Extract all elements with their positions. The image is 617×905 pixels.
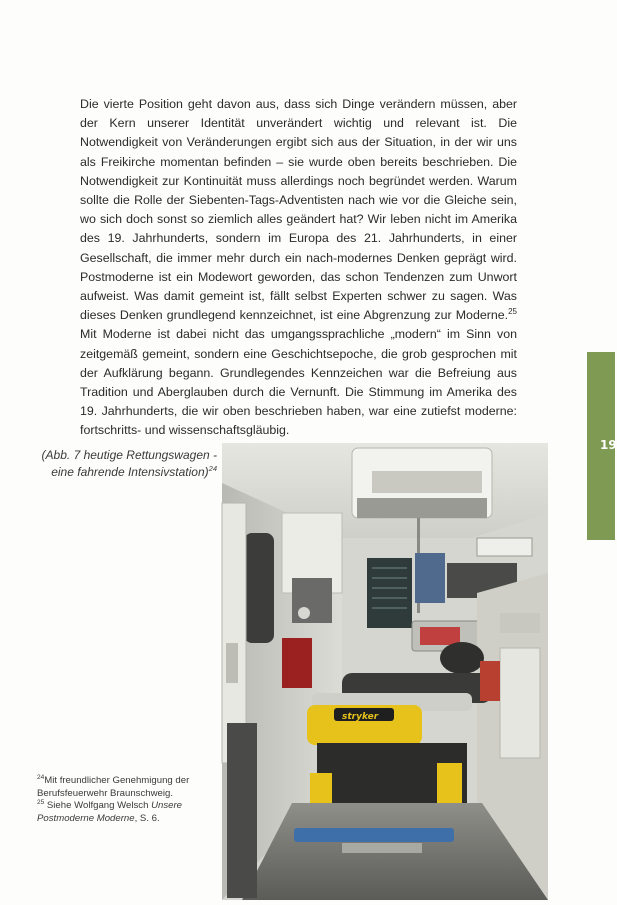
body-text-rest: Mit Moderne ist dabei nicht das umgangssprachliche „modern“ im Sinn von zeitgemäß gemeint, sondern eine Geschichtsepoche, die grob gesprochen mit der Aufklärung begann. Grundlegendes Kennzeichen war die Befreiung aus Tradition und Aberglauben durch die Vernunft. Die Stimmung im Amerika des 19. Jahrhunderts, die wir oben beschrieben haben, war eine zutiefst moderne: fortschritts- und wissenschaftsgläubig.: [80, 327, 517, 438]
footnote-ref-25[interactable]: 25: [508, 307, 517, 317]
figure-caption: [20, 447, 217, 481]
footnotes: [37, 775, 217, 825]
footnote-25-title: Unsere Postmoderne Moderne: [37, 800, 183, 824]
body-paragraph: [80, 95, 517, 441]
footnote-25-prefix: Siehe Wolfgang Welsch: [44, 800, 152, 812]
footnote-number-25: 25: [37, 799, 45, 806]
page-number: 19: [600, 438, 617, 452]
footnote-number-24: 24: [37, 773, 45, 781]
ambulance-interior-photo: [222, 443, 548, 900]
footnote-25: [37, 800, 217, 825]
stretcher-brand-label: stryker: [342, 712, 379, 722]
body-text-main: Die vierte Position geht davon aus, dass sich Dinge verändern müssen, aber der Kern unserer Identität unverändert wichtig und relevant ist. Die Notwendigkeit von Veränderungen ergibt sich aus der Situation, in der wir uns als Freikirche momentan befinden – sie wurde oben bereits beschrieben. Die Notwendigkeit zur Kontinuität muss allerdings noch begründet werden. Warum sollte die Rolle der Siebenten-Tags-Adventisten nach wie vor die Gleiche sein, wo sich doch sonst so ziemlich alles geändert hat? Wir leben nicht im Amerika des 19. Jahrhunderts, sondern im Europa des 21. Jahrhunderts, in einer Gesellschaft, die immer mehr durch ein nach-modernes Denken geprägt wird. Postmoderne ist ein Modewort geworden, das schon Tendenzen zum Unwort aufweist. Was damit gemeint ist, fällt selbst Experten schwer zu sagen. Was dieses Denken grundlegend kennzeichnet, ist eine Abgrenzung zur Moderne.: [80, 97, 517, 323]
ambulance-photo-illustration: [222, 443, 548, 900]
caption-line-2: eine fahrende Intensivstation): [51, 465, 209, 479]
footnote-ref-24[interactable]: 24: [208, 464, 217, 473]
caption-line-1: (Abb. 7 heutige Rettungswagen -: [41, 448, 217, 462]
footnote-24: [37, 775, 217, 800]
footnote-25-suffix: , S. 6.: [134, 812, 160, 824]
footnote-24-text: Mit freundlicher Genehmigung der Berufsfeuerwehr Braunschweig.: [37, 775, 190, 799]
